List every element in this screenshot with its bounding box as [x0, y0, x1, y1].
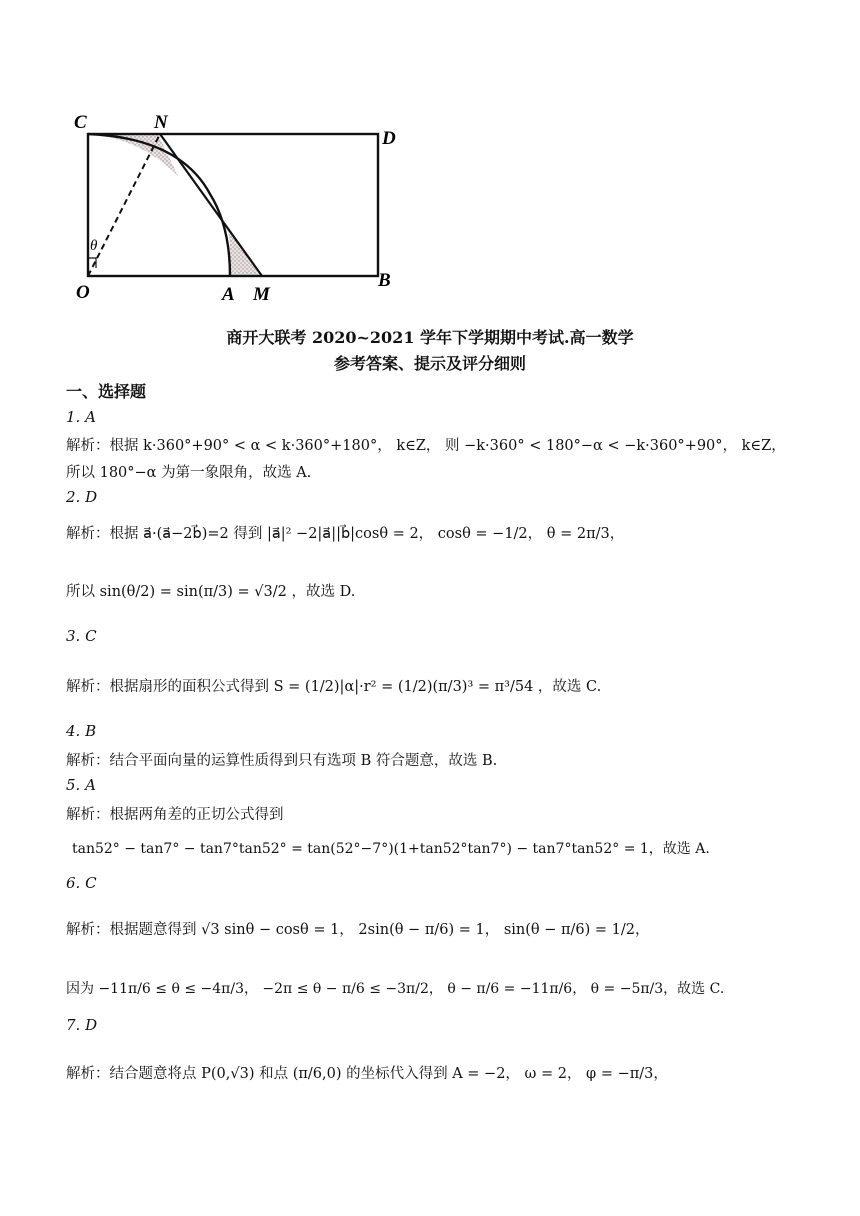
label-d: D [382, 128, 396, 149]
answer-number: 1. A [66, 408, 96, 426]
geometry-figure [70, 108, 410, 304]
label-m: M [253, 284, 270, 304]
label-a: A [222, 284, 235, 304]
answer-number: 3. C [66, 627, 97, 645]
label-n: N [154, 112, 168, 133]
answer-line: 所以 sin(θ/2) = sin(π/3) = √3/2 ，故选 D. [66, 584, 356, 600]
label-c: C [74, 112, 87, 133]
page-title: 商开大联考 2020~2021 学年下学期期中考试.高一数学 [226, 328, 634, 347]
answer-line: 因为 −11π/6 ≤ θ ≤ −4π/3， −2π ≤ θ − π/6 ≤ −3π/2， θ − π/6 = −11π/6， θ = −5π/3，故选 C. [66, 981, 725, 997]
answer-line: 解析：根据 a⃗·(a⃗−2b⃗)=2 得到 |a⃗|² −2|a⃗||b⃗|cosθ = 2， cosθ = −1/2， θ = 2π/3， [66, 526, 625, 542]
label-theta: θ [90, 238, 98, 254]
sector-rectangle-diagram [70, 108, 410, 304]
answer-number: 2. D [66, 488, 98, 506]
answer-line: 解析：结合平面向量的运算性质得到只有选项 B 符合题意，故选 B. [66, 753, 498, 769]
answer-line: tan52° − tan7° − tan7°tan52° = tan(52°−7°)(1+tan52°tan7°) − tan7°tan52° = 1，故选 A. [72, 841, 710, 857]
answer-number: 6. C [66, 874, 97, 892]
answer-number: 7. D [66, 1016, 98, 1034]
answer-line: 解析：根据题意得到 √3 sinθ − cosθ = 1， 2sin(θ − π/6) = 1， sin(θ − π/6) = 1/2， [66, 922, 650, 938]
dashed-radius [88, 134, 160, 276]
answer-line: 解析：根据 k·360°+90° < α < k·360°+180°， k∈Z， 则 −k·360° < 180°−α < −k·360°+90°， k∈Z， [66, 438, 786, 454]
section-heading: 一、选择题 [66, 382, 147, 401]
page-subtitle: 参考答案、提示及评分细则 [333, 354, 526, 373]
answer-line: 解析：结合题意将点 P(0,√3) 和点 (π/6,0) 的坐标代入得到 A = −2， ω = 2， φ = −π/3， [66, 1066, 668, 1082]
answer-number: 4. B [66, 722, 97, 740]
answer-number: 5. A [66, 776, 96, 794]
answer-line: 解析：根据扇形的面积公式得到 S = (1/2)|α|·r² = (1/2)(π/3)³ = π³/54 ，故选 C. [66, 679, 602, 695]
tangent-line-nm [160, 134, 262, 276]
answer-line: 所以 180°−α 为第一象限角，故选 A. [66, 465, 312, 481]
answer-line: 解析：根据两角差的正切公式得到 [66, 807, 284, 823]
label-o: O [76, 282, 90, 303]
label-b: B [378, 270, 391, 291]
